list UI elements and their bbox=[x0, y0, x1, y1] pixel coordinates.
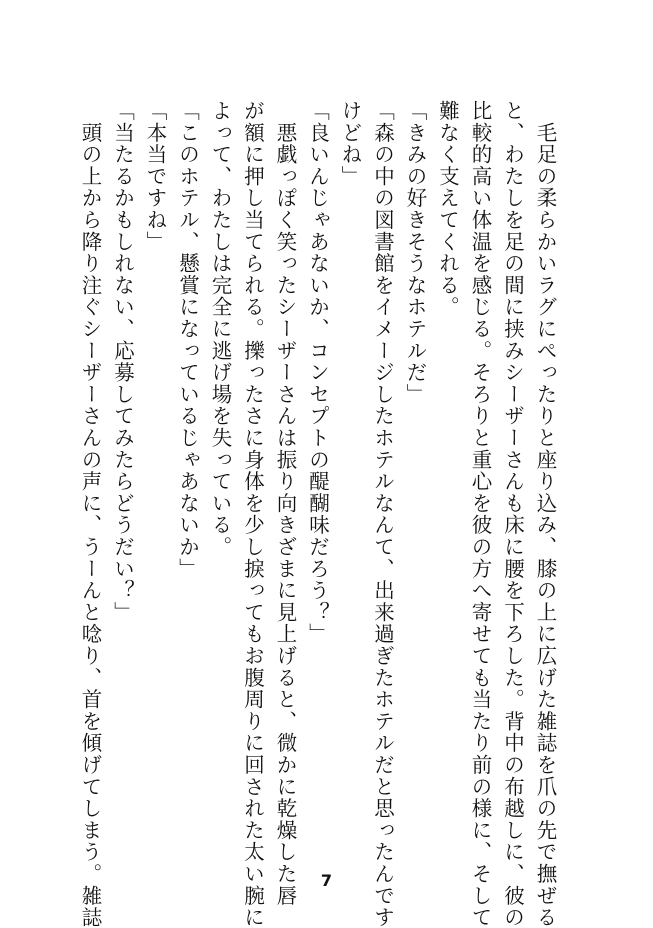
text-line-11: よって、わたしは完全に逃げ場を失っている。 bbox=[208, 100, 232, 558]
text-line-7: けどね」 bbox=[338, 100, 362, 188]
text-line-14: 「当たるかもしれない、応募してみたらどうだい？」 bbox=[110, 100, 135, 624]
text-line-15: 頭の上から降り注ぐシーザーさんの声に、うーんと唸り、首を傾げてしまう。雑誌 bbox=[78, 100, 102, 928]
text-line-13: 「本当ですね」 bbox=[143, 100, 167, 253]
text-line-4: 難なく支えてくれる。 bbox=[435, 100, 460, 318]
text-line-5: 「きみの好きそうなホテルだ」 bbox=[403, 100, 427, 406]
text-line-12: 「このホテル、懸賞になっているじゃあないか」 bbox=[175, 100, 200, 580]
text-line-2: と、わたしを足の間に挟みシーザーさんも床に腰を下ろした。背中の布越しに、彼の bbox=[500, 100, 525, 928]
text-line-10: が額に押し当てられる。擽ったさに身体を少し捩ってもお腹周りに回された太い腕に bbox=[240, 100, 265, 928]
vertical-text-block bbox=[78, 100, 561, 928]
text-line-3: 比較的高い体温を感じる。そろりと重心を彼の方へ寄せても当たり前の様に、そして bbox=[468, 100, 492, 928]
page-number: 7 bbox=[320, 871, 333, 890]
text-line-9: 悪戯っぽく笑ったシーザーさんは振り向きざまに見上げると、微かに乾燥した唇 bbox=[273, 100, 297, 907]
text-line-1: 毛足の柔らかいラグにぺったりと座り込み、膝の上に広げた雑誌を爪の先で撫ぜる bbox=[533, 100, 557, 928]
text-line-6: 「森の中の図書館をイメージしたホテルなんて、出来過ぎたホテルだと思ったんです bbox=[370, 100, 395, 928]
text-line-8: 「良いんじゃあないか、コンセプトの醍醐味だろう？」 bbox=[305, 100, 330, 645]
